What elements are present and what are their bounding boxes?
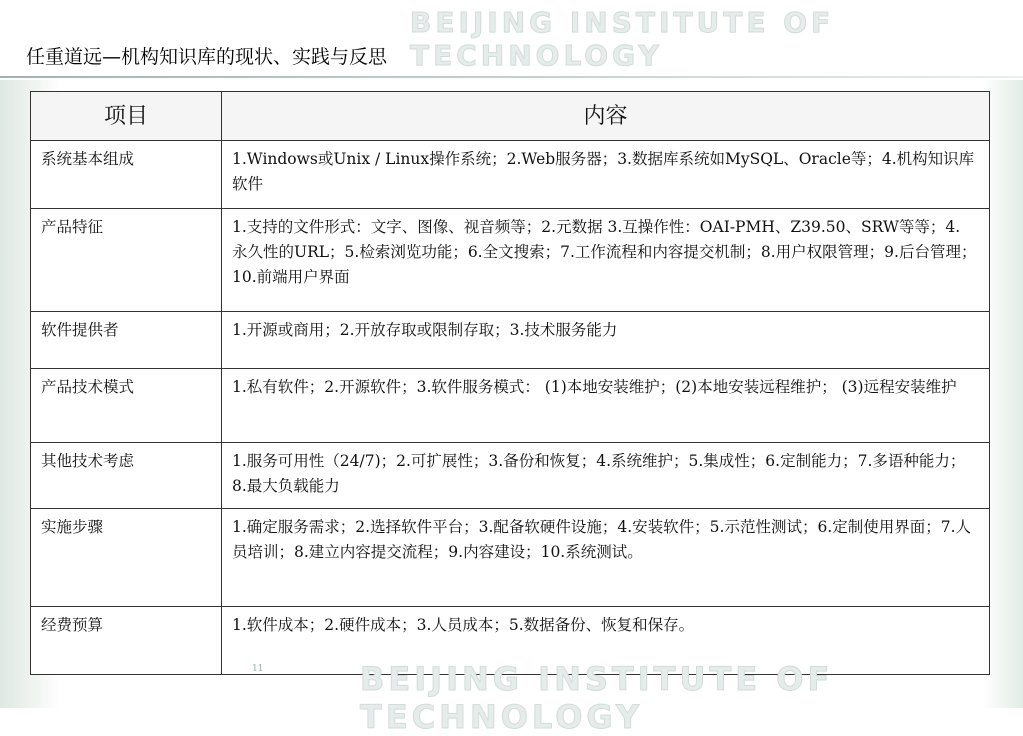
row-content: 1.确定服务需求；2.选择软件平台；3.配备软硬件设施；4.安装软件；5.示范性测试；6.定制使用界面；7.人员培训；8.建立内容提交流程；9.内容建设；10.系统测试。 <box>222 509 990 607</box>
row-content: 1.私有软件；2.开源软件；3.软件服务模式： (1)本地安装维护；(2)本地安装远程维护； (3)远程安装维护 <box>222 369 990 443</box>
row-label: 实施步骤 <box>31 509 222 607</box>
content-table <box>30 91 990 675</box>
row-label: 软件提供者 <box>31 312 222 369</box>
row-label: 产品技术模式 <box>31 369 222 443</box>
header-content: 内容 <box>222 92 990 141</box>
row-label: 经费预算 <box>31 607 222 675</box>
table-row <box>31 509 990 607</box>
table-header-row <box>31 92 990 141</box>
table-row <box>31 312 990 369</box>
row-content: 1.支持的文件形式：文字、图像、视音频等；2.元数据 3.互操作性：OAI-PMH、Z39.50、SRW等等；4. 永久性的URL；5.检索浏览功能；6.全文搜索；7.工作流程和内容提交机制；8.用户权限管理；9.后台管理；10.前端用户界面 <box>222 209 990 312</box>
row-content: 1.服务可用性（24/7)；2.可扩展性；3.备份和恢复；4.系统维护；5.集成性；6.定制能力；7.多语种能力；8.最大负载能力 <box>222 443 990 509</box>
watermark-bottom: BEIJING INSTITUTE OF TECHNOLOGY <box>360 660 834 736</box>
row-content: 1.开源或商用；2.开放存取或限制存取；3.技术服务能力 <box>222 312 990 369</box>
row-content: 1.软件成本；2.硬件成本；3.人员成本；5.数据备份、恢复和保存。 <box>222 607 990 675</box>
row-content: 1.Windows或Unix / Linux操作系统；2.Web服务器；3.数据库系统如MySQL、Oracle等；4.机构知识库软件 <box>222 141 990 209</box>
header-item: 项目 <box>31 92 222 141</box>
row-label: 产品特征 <box>31 209 222 312</box>
row-label: 系统基本组成 <box>31 141 222 209</box>
slide-title: 任重道远—机构知识库的现状、实践与反思 <box>26 46 388 68</box>
table-row <box>31 443 990 509</box>
table-row <box>31 209 990 312</box>
row-label: 其他技术考虑 <box>31 443 222 509</box>
table-row <box>31 369 990 443</box>
watermark-top: BEIJING INSTITUTE OF TECHNOLOGY <box>410 6 835 72</box>
page-number: 11 <box>252 664 264 674</box>
table-row <box>31 141 990 209</box>
title-divider <box>0 76 1023 78</box>
